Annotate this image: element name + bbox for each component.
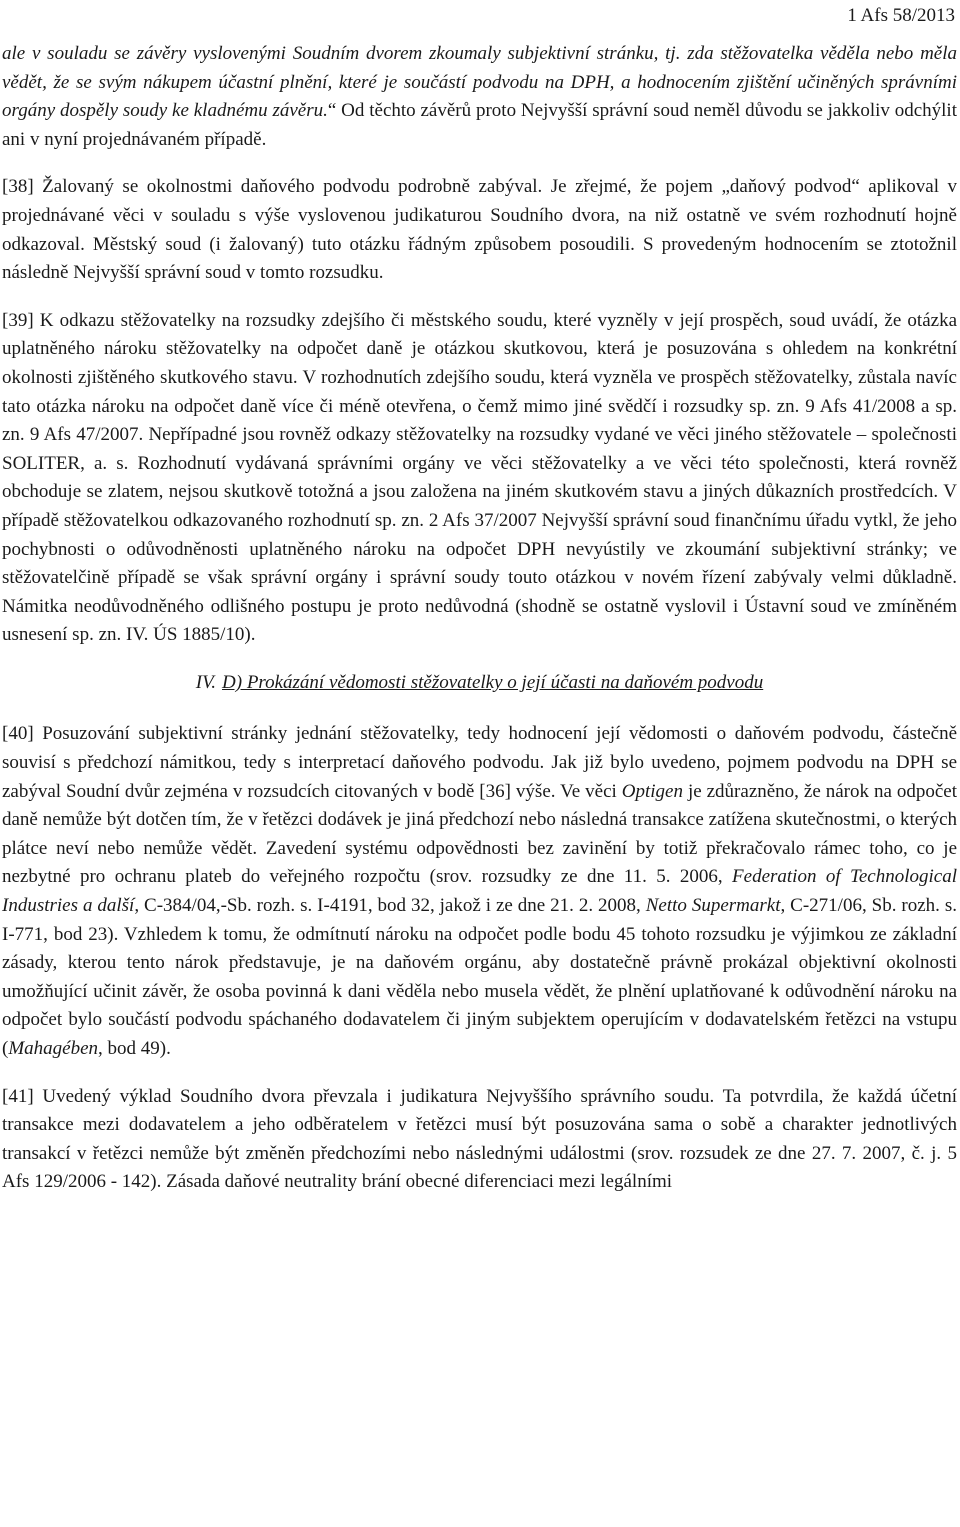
case-number-header: 1 Afs 58/2013 [847,5,955,26]
quoted-text: ale v souladu se závěry vyslovenými Soudním dvorem zkoumaly subjektivní stránku, tj. zda stěžovatelka věděla nebo měla vědět, že se svým nákupem účastní plnění, které je součástí podvodu na DPH, a hodnocením zjištění učiněných správními orgány dospěly soudy ke kladnému závěru. [2,43,957,122]
paragraph-41: [41] Uvedený výklad Soudního dvora převzala i judikatura Nejvyššího správního soudu. Ta potvrdila, že každá účetní transakce mezi dodavatelem a jeho odběratelem v řetězci musí být posuzována sama o sobě a charakter jednotlivých transakcí v řetězci nemůže být změněn předchozími nebo následnými událostmi (srov. rozsudek ze dne 27. 7. 2007, č. j. 5 Afs 129/2006 - 142). Zásada daňové neutrality brání obecné diferenciaci mezi legálními [2,1085,957,1193]
paragraph-38: [38] Žalovaný se okolnostmi daňového podvodu podrobně zabýval. Je zřejmé, že pojem „daňový podvod“ aplikoval v projednávané věci v souladu s výše vyslovenou judikaturou Soudního dvora, na niž ostatně ve svém rozhodnutí hojně odkazoval. Městský soud (i žalovaný) tuto otázku řádným způsobem posoudili. S provedeným hodnocením se ztotožnil následně Nejvyšší správní soud v tomto rozsudku. [2,176,957,284]
paragraph-text: , C-384/04,-Sb. rozh. s. I-4191, bod 32, jakož i ze dne 21. 2. 2008, [134,895,646,917]
paragraph-text: , C-271/06, Sb. rozh. s. I-771, bod 23). Vzhledem k tomu, že odmítnutí nároku na odpočet podle bodu 45 tohoto rozsudku je výjimkou ze základní zásady, kterou tento nárok představuje, je na daňovém orgánu, aby dostatečně právně prokázal objektivní okolnosti umožňující učinit závěr, že osoba povinná k dani věděla nebo musela vědět, že plnění uplatňované k odůvodnění nároku na odpočet bylo součástí podvodu spáchaného dodavatelem či jiným subjektem operujícím v dodavatelském řetězci na vstupu ( [2,895,957,1059]
case-name-mahageben: Mahagében [8,1038,99,1059]
paragraph-39: [39] K odkazu stěžovatelky na rozsudky zdejšího či městského soudu, které vyzněly v její prospěch, soud uvádí, že otázka uplatněného nároku stěžovatelky na odpočet daně je otázkou skutkovou, která je posuzována s ohledem na konkrétní okolnosti zjištěného skutkového stavu. V rozhodnutích zdejšího soudu, která vyzněla ve prospěch stěžovatelky, zůstala navíc tato otázka nároku na odpočet daně více či méně otevřena, o čemž mimo jiné svědčí i rozsudky sp. zn. 9 Afs 41/2008 a sp. zn. 9 Afs 47/2007. Nepřípadné jsou rovněž odkazy stěžovatelky na rozsudky vydané ve věci jiného stěžovatele – společnosti SOLITER, a. s. Rozhodnutí vydávaná správními orgány ve věci stěžovatelky a ve věci této společnosti, která rovněž obchoduje se zlatem, nejsou skutkově totožná a jsou založena na jiném skutkovém stavu a jiných důkazních prostředcích. V případě stěžovatelkou odkazovaného rozhodnutí sp. zn. 2 Afs 37/2007 Nejvyšší správní soud finančnímu úřadu vytkl, že jeho pochybnosti o odůvodněnosti uplatněného nároku na odpočet DPH nevyústily ve zkoumání subjektivní stránky; ve stěžovatelčině případě se však správní orgány i správní soudy touto otázkou v novém řízení zabývaly velmi důkladně. Námitka neodůvodněného odlišného postupu je proto nedůvodná (shodně se ostatně vyslovil i Ústavní soud ve zmíněném usnesení sp. zn. IV. ÚS 1885/10). [2,309,957,646]
paragraph-text: [40] Posuzování subjektivní stránky jednání stěžovatelky, tedy hodnocení její vědomosti o daňovém podvodu, částečně souvisí s předchozí námitkou, tedy s interpretací daňového podvodu. Jak již bylo uvedeno, pojmem podvodu na DPH se zabýval Soudní dvůr zejména v rozsudcích citovaných v bodě [36] výše. Ve věci [2,723,957,802]
paragraph-text: , bod 49). [98,1038,171,1059]
case-name-optigen: Optigen [621,780,683,802]
section-heading [2,669,957,698]
section-title: D) Prokázání vědomosti stěžovatelky o její účasti na daňovém podvodu [222,671,764,693]
paragraph-text: “ Od těchto závěrů proto Nejvyšší správní soud neměl důvodu se jakkoliv odchýlit ani v nyní projednávaném případě. [2,100,957,150]
paragraph-37-continuation [2,40,957,154]
case-name-netto: Netto Supermarkt [645,895,781,917]
section-number: IV. [195,671,217,693]
paragraph-text: je zdůrazněno, že nárok na odpočet daně nemůže být dotčen tím, že v řetězci dodávek je jiná předchozí nebo následná transakce zatížena skutečnostmi, o kterých plátce neví nebo nemůže vědět. Zavedení systému odpovědnosti bez zavinění by totiž překračovalo rámec toho, co je nezbytné pro ochranu plateb do veřejného rozpočtu (srov. rozsudky ze dne 11. 5. 2006, [2,780,957,888]
paragraph-40 [2,720,957,1063]
case-name-federation: Federation of Technological Industries a další [2,866,957,917]
